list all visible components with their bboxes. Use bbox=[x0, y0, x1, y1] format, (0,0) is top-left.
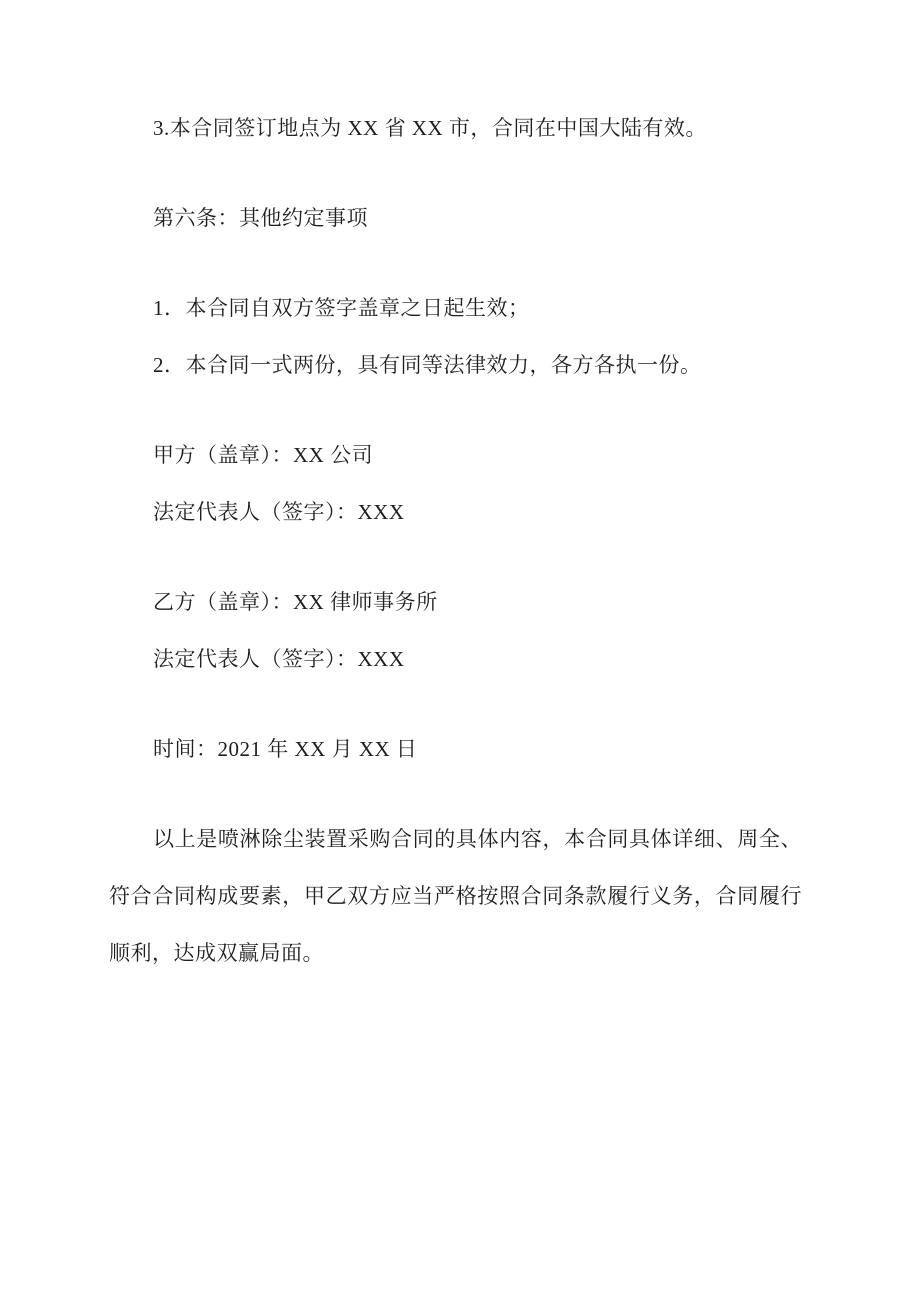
party-a-seal-line: 甲方（盖章）：XX 公司 bbox=[153, 443, 374, 467]
contract-body bbox=[109, 100, 802, 982]
clause-signing-location: 3.本合同签订地点为 XX 省 XX 市，合同在中国大陆有效。 bbox=[153, 116, 707, 140]
party-b-representative-line: 法定代表人（签字）：XXX bbox=[153, 647, 405, 671]
clause-duplicate-copies: 2．本合同一式两份，具有同等法律效力，各方各执一份。 bbox=[153, 353, 702, 377]
clause-effective-date: 1．本合同自双方签字盖章之日起生效； bbox=[153, 296, 530, 320]
closing-summary-paragraph: 以上是喷淋除尘装置采购合同的具体内容，本合同具体详细、周全、符合合同构成要素，甲乙双方应当严格按照合同条款履行义务，合同履行顺利，达成双赢局面。 bbox=[109, 827, 802, 965]
date-line: 时间：2021 年 XX 月 XX 日 bbox=[153, 737, 418, 761]
party-a-representative-line: 法定代表人（签字）：XXX bbox=[153, 500, 405, 524]
party-b-seal-line: 乙方（盖章）：XX 律师事务所 bbox=[153, 590, 438, 614]
article-six-heading: 第六条：其他约定事项 bbox=[153, 206, 368, 230]
